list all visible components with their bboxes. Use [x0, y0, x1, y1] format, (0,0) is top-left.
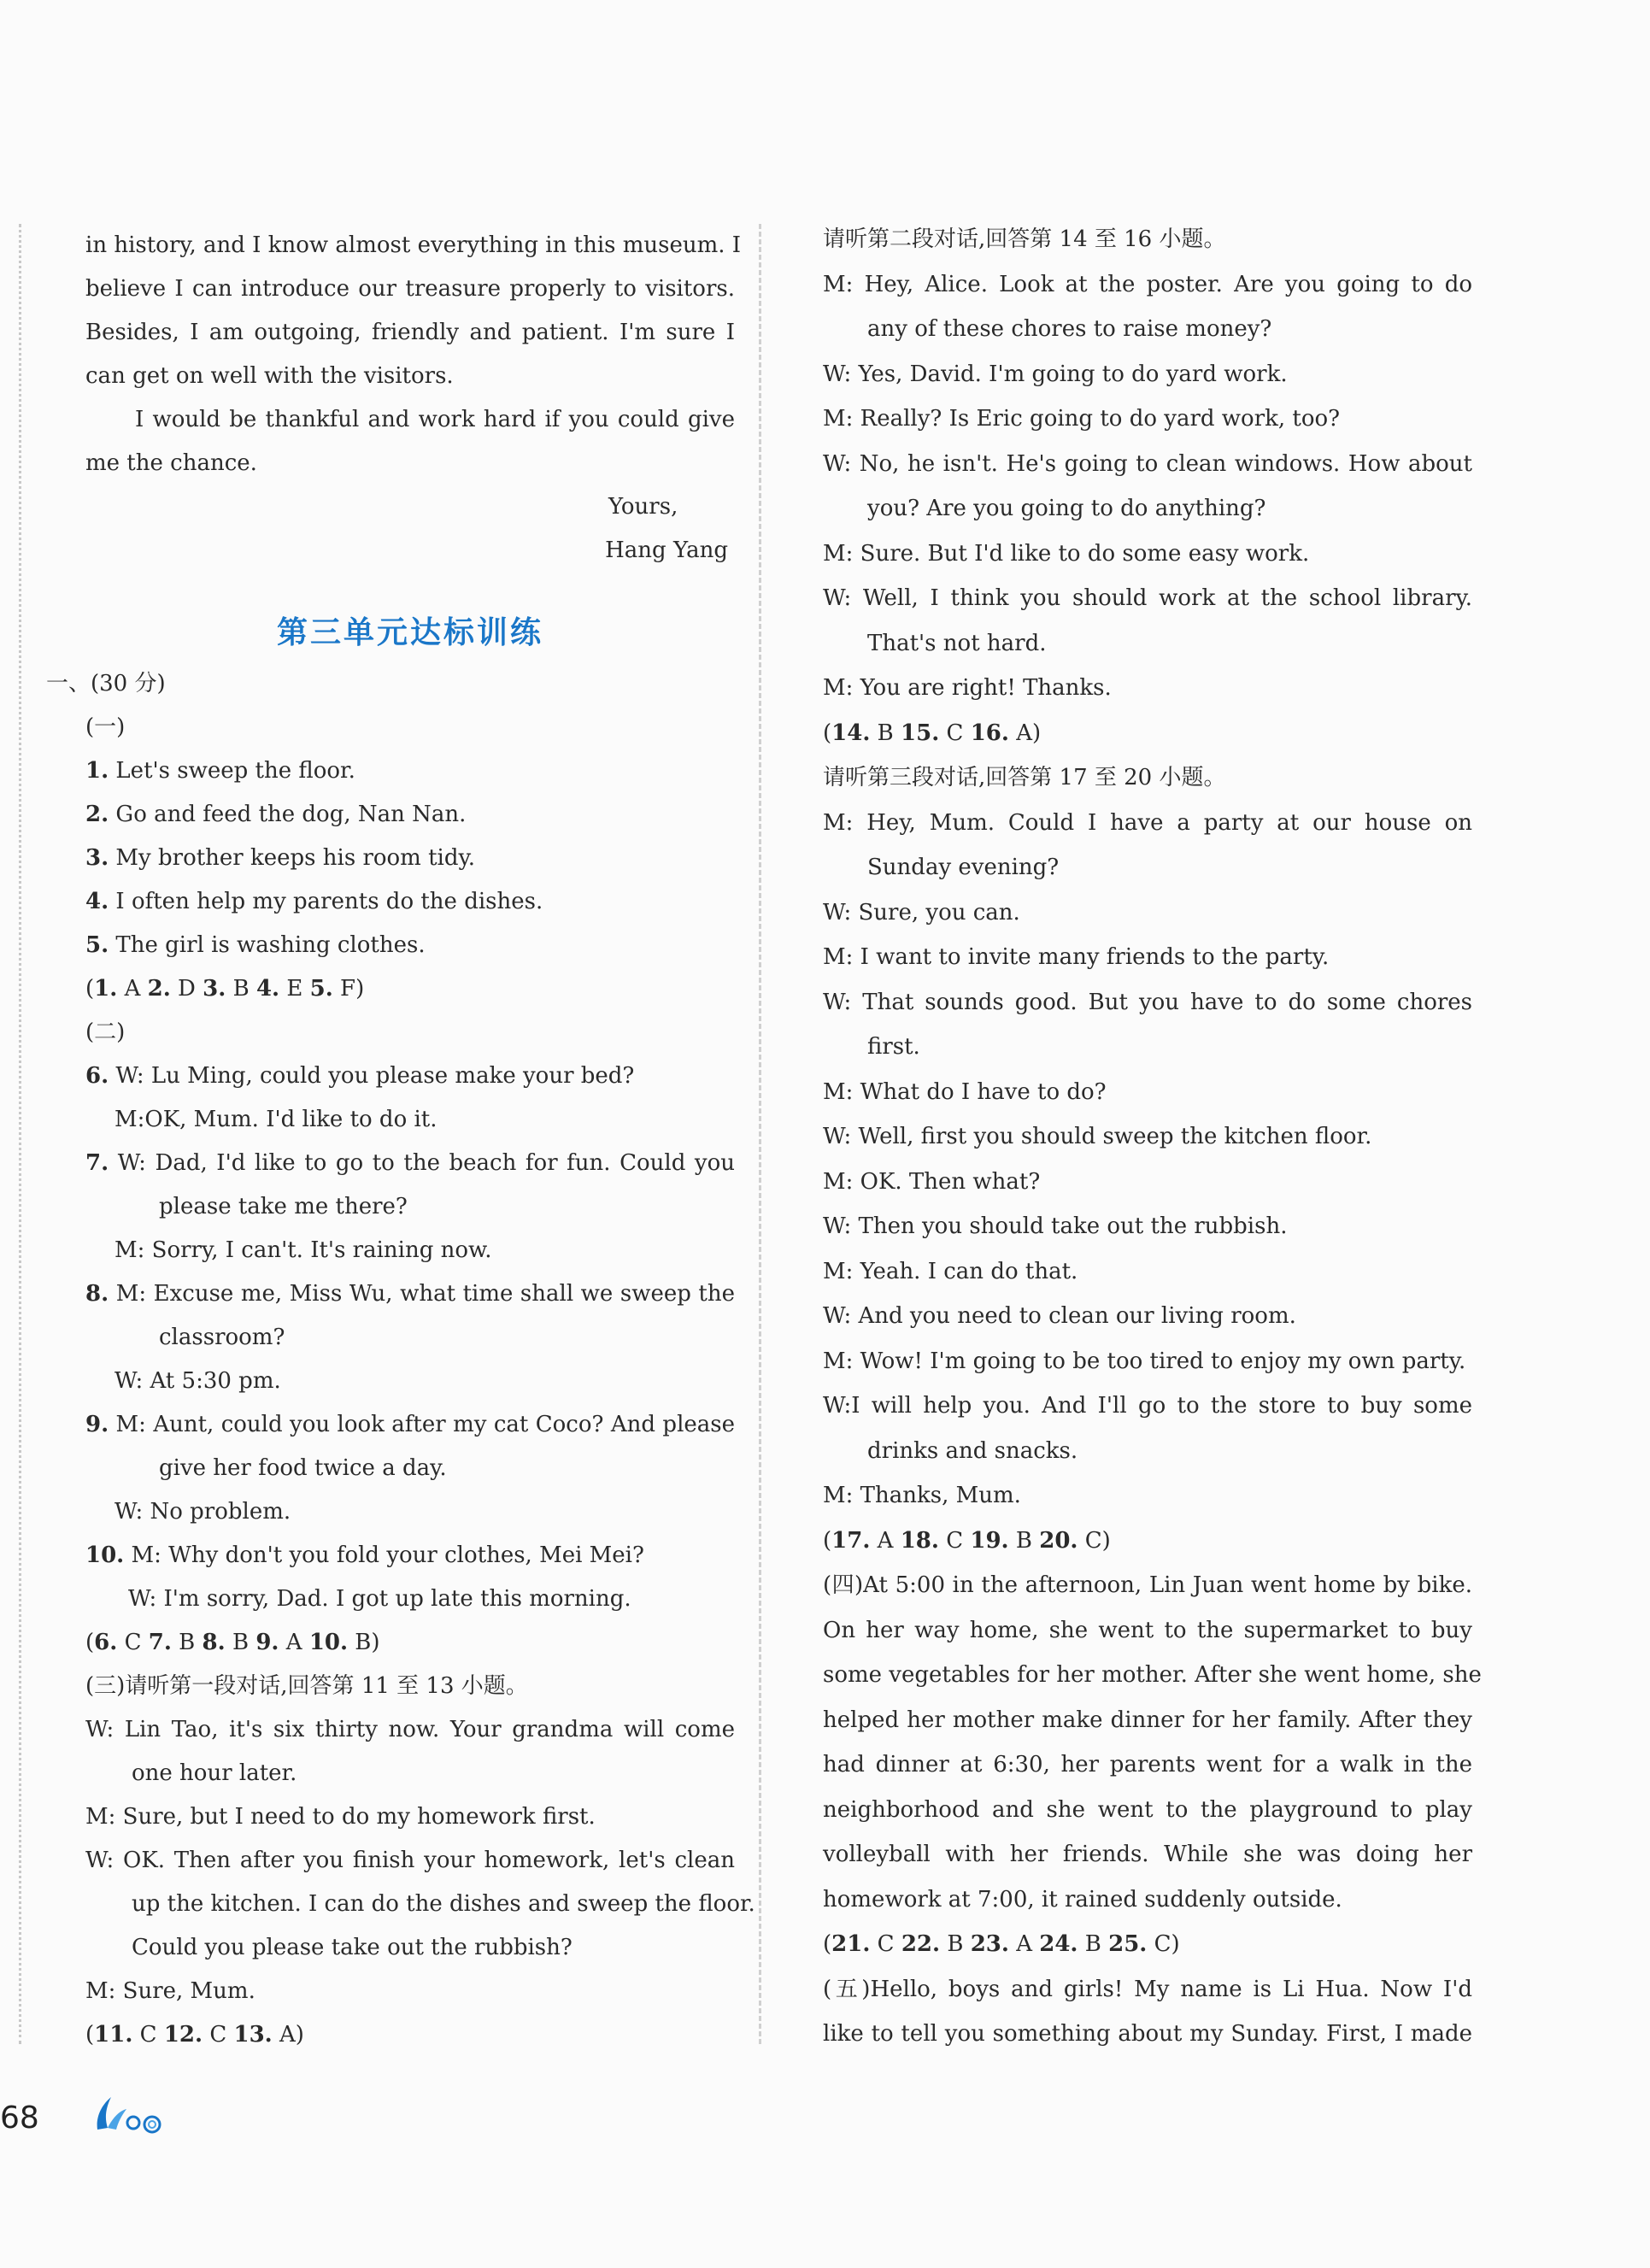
- text-line: in history, and I know almost everything in this museum. I: [85, 232, 742, 258]
- question-line: 9. M: Aunt, could you look after my cat Coco? And please: [85, 1412, 735, 1437]
- dialogue-line: M: Hey, Mum. Could I have a party at our house on: [823, 809, 1472, 836]
- dialogue-line: M: Really? Is Eric going to do yard work, too?: [823, 406, 1341, 432]
- dialogue-line: M: I want to invite many friends to the party.: [823, 944, 1330, 970]
- dialogue-line: W: Sure, you can.: [823, 899, 1020, 925]
- page-number: 68: [0, 2101, 39, 2136]
- dialogue-line: Could you please take out the rubbish?: [132, 1935, 573, 1960]
- list-item: 2. Go and feed the dog, Nan Nan.: [85, 802, 467, 827]
- dialogue-line: M: Wow! I'm going to be too tired to enjoy my own party.: [823, 1348, 1466, 1374]
- text-line: me the chance.: [85, 450, 257, 476]
- dialogue-line: W: Well, I think you should work at the school library.: [823, 585, 1472, 611]
- question-line: classroom?: [159, 1325, 285, 1350]
- subsection-label: 请听第二段对话,回答第 14 至 16 小题。: [823, 226, 1226, 252]
- dialogue-line: any of these chores to raise money?: [867, 316, 1272, 342]
- dialogue-line: W: That sounds good. But you have to do some chores: [823, 989, 1472, 1015]
- passage-line: volleyball with her friends. While she was doing her: [823, 1842, 1472, 1867]
- dialogue-line: M: Sure, but I need to do my homework first.: [85, 1804, 596, 1830]
- dialogue-line: M: You are right! Thanks.: [823, 675, 1112, 701]
- passage-line: neighborhood and she went to the playground to play: [823, 1796, 1472, 1823]
- unit3-left-column: [46, 662, 755, 2057]
- dialogue-line: M: Thanks, Mum.: [823, 1483, 1021, 1508]
- question-line: M:OK, Mum. I'd like to do it.: [115, 1107, 437, 1132]
- question-line: 6. W: Lu Ming, could you please make your bed?: [85, 1063, 635, 1089]
- answer-line: (11. C 12. C 13. A): [85, 2022, 304, 2048]
- question-line: please take me there?: [159, 1194, 408, 1219]
- dialogue-line: up the kitchen. I can do the dishes and sweep the floor.: [132, 1891, 755, 1917]
- text-line: Besides, I am outgoing, friendly and patient. I'm sure I: [85, 320, 735, 345]
- question-line: 7. W: Dad, I'd like to go to the beach for fun. Could you: [85, 1150, 735, 1176]
- unit3-right-column: [823, 217, 1482, 2057]
- dialogue-line: W:I will help you. And I'll go to the store to buy some: [823, 1393, 1472, 1419]
- swirl-logo-icon: [92, 2092, 166, 2135]
- dialogue-line: That's not hard.: [867, 630, 1047, 656]
- list-item: 3. My brother keeps his room tidy.: [85, 845, 476, 871]
- letter-signature: Hang Yang: [605, 538, 728, 563]
- dialogue-line: W: Lin Tao, it's six thirty now. Your grandma will come: [85, 1717, 735, 1742]
- passage-line: On her way home, she went to the supermarket to buy: [823, 1617, 1472, 1643]
- answer-line: (17. A 18. C 19. B 20. C): [823, 1527, 1111, 1554]
- passage-line: (四)At 5:00 in the afternoon, Lin Juan went home by bike.: [823, 1572, 1472, 1598]
- subsection-label: (二): [85, 1019, 126, 1045]
- passage-line: (五)Hello, boys and girls! My name is Li Hua. Now I'd: [823, 1976, 1472, 2002]
- question-line: 8. M: Excuse me, Miss Wu, what time shall we sweep the: [85, 1281, 735, 1307]
- letter-closing: Yours,: [608, 494, 678, 520]
- answer-line: (6. C 7. B 8. B 9. A 10. B): [85, 1630, 380, 1655]
- dialogue-line: W: No, he isn't. He's going to clean windows. How about: [823, 450, 1472, 477]
- dialogue-line: M: Sure. But I'd like to do some easy work.: [823, 540, 1310, 567]
- question-line: W: I'm sorry, Dad. I got up late this morning.: [128, 1586, 631, 1612]
- list-item: 4. I often help my parents do the dishes.: [85, 889, 543, 914]
- dialogue-line: M: Yeah. I can do that.: [823, 1258, 1078, 1284]
- subsection-label: (一): [85, 714, 126, 740]
- text-line: can get on well with the visitors.: [85, 363, 454, 389]
- passage-line: homework at 7:00, it rained suddenly outside.: [823, 1886, 1342, 1913]
- dialogue-line: first.: [867, 1034, 920, 1060]
- dialogue-line: W: Then you should take out the rubbish.: [823, 1213, 1288, 1239]
- dialogue-line: one hour later.: [132, 1760, 297, 1786]
- text-line: believe I can introduce our treasure properly to visitors.: [85, 276, 735, 302]
- dialogue-line: M: OK. Then what?: [823, 1168, 1041, 1195]
- section-title: 第三单元达标训练: [276, 615, 543, 650]
- answer-line: (1. A 2. D 3. B 4. E 5. F): [85, 976, 365, 1002]
- dialogue-line: W: Yes, David. I'm going to do yard work.: [823, 361, 1288, 387]
- subsection-label: (三)请听第一段对话,回答第 11 至 13 小题。: [85, 1673, 528, 1699]
- passage-line: some vegetables for her mother. After she went home, she: [823, 1662, 1482, 1688]
- dialogue-line: W: Well, first you should sweep the kitchen floor.: [823, 1124, 1372, 1149]
- question-line: 10. M: Why don't you fold your clothes, Mei Mei?: [85, 1542, 644, 1568]
- dialogue-line: M: Hey, Alice. Look at the poster. Are you going to do: [823, 271, 1472, 297]
- question-line: give her food twice a day.: [159, 1455, 447, 1481]
- letter-ending: [85, 224, 742, 573]
- left-margin-rule: [19, 224, 21, 2044]
- question-line: M: Sorry, I can't. It's raining now.: [115, 1237, 492, 1263]
- part-header: 一、(30 分): [46, 671, 166, 696]
- dialogue-line: Sunday evening?: [867, 855, 1060, 880]
- passage-line: like to tell you something about my Sunday. First, I made: [823, 2021, 1472, 2047]
- answer-line: (21. C 22. B 23. A 24. B 25. C): [823, 1931, 1180, 1957]
- list-item: 1. Let's sweep the floor.: [85, 758, 355, 784]
- question-line: W: At 5:30 pm.: [115, 1368, 281, 1394]
- dialogue-line: M: What do I have to do?: [823, 1078, 1107, 1105]
- dialogue-line: W: And you need to clean our living room.: [823, 1303, 1296, 1329]
- column-divider: [759, 224, 761, 2044]
- text-line: I would be thankful and work hard if you could give: [135, 407, 735, 432]
- list-item: 5. The girl is washing clothes.: [85, 932, 426, 958]
- answer-line: (14. B 15. C 16. A): [823, 720, 1042, 746]
- subsection-label: 请听第三段对话,回答第 17 至 20 小题。: [823, 765, 1226, 790]
- question-line: W: No problem.: [115, 1499, 291, 1525]
- dialogue-line: drinks and snacks.: [867, 1437, 1078, 1464]
- dialogue-line: M: Sure, Mum.: [85, 1978, 255, 2004]
- passage-line: had dinner at 6:30, her parents went for a walk in the: [823, 1752, 1472, 1777]
- passage-line: helped her mother make dinner for her family. After they: [823, 1707, 1472, 1733]
- dialogue-line: you? Are you going to do anything?: [867, 496, 1266, 521]
- dialogue-line: W: OK. Then after you finish your homework, let's clean: [85, 1848, 735, 1873]
